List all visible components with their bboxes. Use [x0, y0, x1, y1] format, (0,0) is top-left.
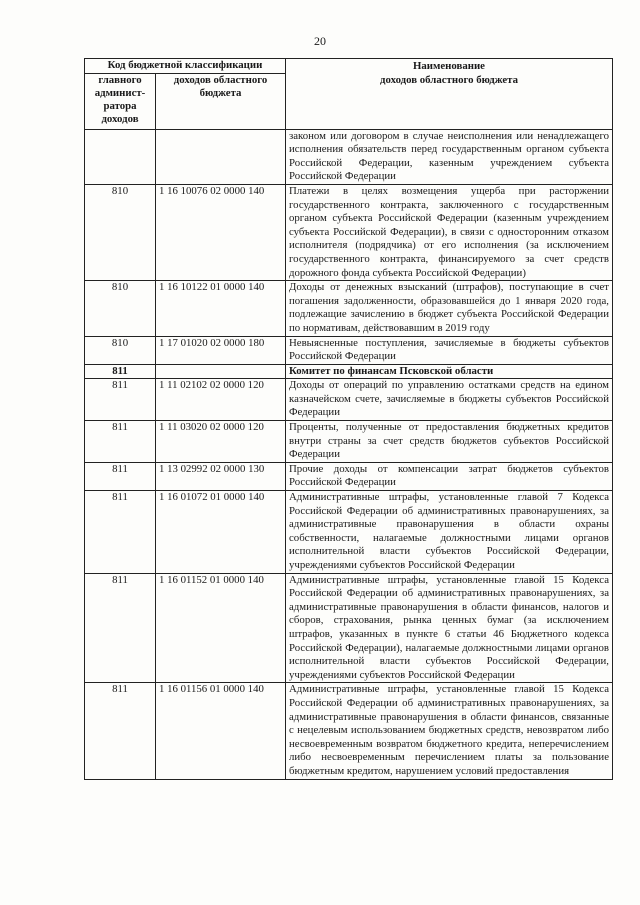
income-name-cell: Комитет по финансам Псковской области	[286, 364, 613, 379]
admin-code-cell: 811	[85, 462, 156, 490]
income-name-cell: Платежи в целях возмещения ущерба при расторжении государственного контракта, заключенного с государственным органом субъекта Российской Федерации (казенным учреждением субъекта Российской Федерации), в связи с односторонним отказом исполнителя (подрядчика) от его исполнения (за исключением государственного контракта, финансируемого за счет средств дорожного фонда субъекта Российской Федерации)	[286, 184, 613, 280]
table-row	[85, 336, 613, 364]
income-name-cell: Административные штрафы, установленные главой 15 Кодекса Российской Федерации об административных правонарушениях, за административные правонарушения в области финансов, налогов и сборов, страхования, рынка ценных бумаг (за исключением штрафов, указанных в пункте 6 статьи 46 Бюджетного кодекса Российской Федерации), налагаемые должностными лицами органов исполнительной власти субъектов Российской Федерации, учреждениями субъектов Российской Федерации	[286, 573, 613, 683]
header-name-line2: доходов областного бюджета	[379, 74, 519, 86]
header-code-column: доходов областного бюджета	[156, 73, 286, 129]
table-row	[85, 281, 613, 336]
admin-code-cell: 811	[85, 491, 156, 574]
admin-code-cell	[85, 129, 156, 184]
income-code-cell: 1 16 01152 01 0000 140	[156, 573, 286, 683]
admin-code-cell: 810	[85, 184, 156, 280]
admin-code-cell: 811	[85, 683, 156, 779]
table-body	[85, 129, 613, 779]
table-row	[85, 129, 613, 184]
income-code-cell	[156, 129, 286, 184]
table-header-row-1	[85, 59, 613, 74]
header-name-line1: Наименование	[413, 60, 485, 72]
income-name-cell: Проценты, полученные от предоставления бюджетных кредитов внутри страны за счет средств бюджетов субъектов Российской Федерации	[286, 421, 613, 463]
table-row	[85, 379, 613, 421]
admin-code-cell: 811	[85, 364, 156, 379]
table-section-row	[85, 364, 613, 379]
income-name-cell: законом или договором в случае неисполнения или ненадлежащего исполнения обязательств перед государственным органом субъекта Российской Федерации, казенным учреждением субъекта Российской Федерации	[286, 129, 613, 184]
income-name-cell: Невыясненные поступления, зачисляемые в бюджеты субъектов Российской Федерации	[286, 336, 613, 364]
income-code-cell: 1 17 01020 02 0000 180	[156, 336, 286, 364]
admin-code-cell: 810	[85, 281, 156, 336]
budget-classification-table	[84, 58, 613, 780]
income-name-cell: Административные штрафы, установленные главой 7 Кодекса Российской Федерации об административных правонарушениях, за административные правонарушения в области охраны собственности, налагаемые должностными лицами органов исполнительной власти субъектов Российской Федерации, учреждениями субъектов Российской Федерации	[286, 491, 613, 574]
income-code-cell: 1 11 03020 02 0000 120	[156, 421, 286, 463]
table-row	[85, 491, 613, 574]
admin-code-cell: 811	[85, 379, 156, 421]
income-code-cell: 1 13 02992 02 0000 130	[156, 462, 286, 490]
admin-code-cell: 810	[85, 336, 156, 364]
income-code-cell: 1 16 01156 01 0000 140	[156, 683, 286, 779]
income-code-cell	[156, 364, 286, 379]
header-budget-code-group: Код бюджетной классификации	[85, 59, 286, 74]
admin-code-cell: 811	[85, 421, 156, 463]
header-admin-column: главного админист-ратора доходов	[85, 73, 156, 129]
admin-code-cell: 811	[85, 573, 156, 683]
table-row	[85, 573, 613, 683]
income-name-cell: Прочие доходы от компенсации затрат бюджетов субъектов Российской Федерации	[286, 462, 613, 490]
income-code-cell: 1 16 10076 02 0000 140	[156, 184, 286, 280]
income-code-cell: 1 11 02102 02 0000 120	[156, 379, 286, 421]
income-name-cell: Доходы от операций по управлению остатками средств на едином казначейском счете, зачисляемые в бюджеты субъектов Российской Федерации	[286, 379, 613, 421]
header-name-column	[286, 59, 613, 130]
income-code-cell: 1 16 01072 01 0000 140	[156, 491, 286, 574]
table-row	[85, 462, 613, 490]
income-name-cell: Административные штрафы, установленные главой 15 Кодекса Российской Федерации об административных правонарушениях, за административные правонарушения в области финансов, связанные с нецелевым использованием бюджетных средств, невозвратом либо несвоевременным возвратом бюджетного кредита, неперечислением либо несвоевременным перечислением платы за пользование бюджетным кредитом, нарушением условий предоставления	[286, 683, 613, 779]
income-code-cell: 1 16 10122 01 0000 140	[156, 281, 286, 336]
table-row	[85, 683, 613, 779]
page-number: 20	[314, 34, 326, 48]
table-row	[85, 184, 613, 280]
income-name-cell: Доходы от денежных взысканий (штрафов), поступающие в счет погашения задолженности, образовавшейся до 1 января 2020 года, подлежащие зачислению в бюджет субъекта Российской Федерации по нормативам, действовавшим в 2019 году	[286, 281, 613, 336]
table-row	[85, 421, 613, 463]
